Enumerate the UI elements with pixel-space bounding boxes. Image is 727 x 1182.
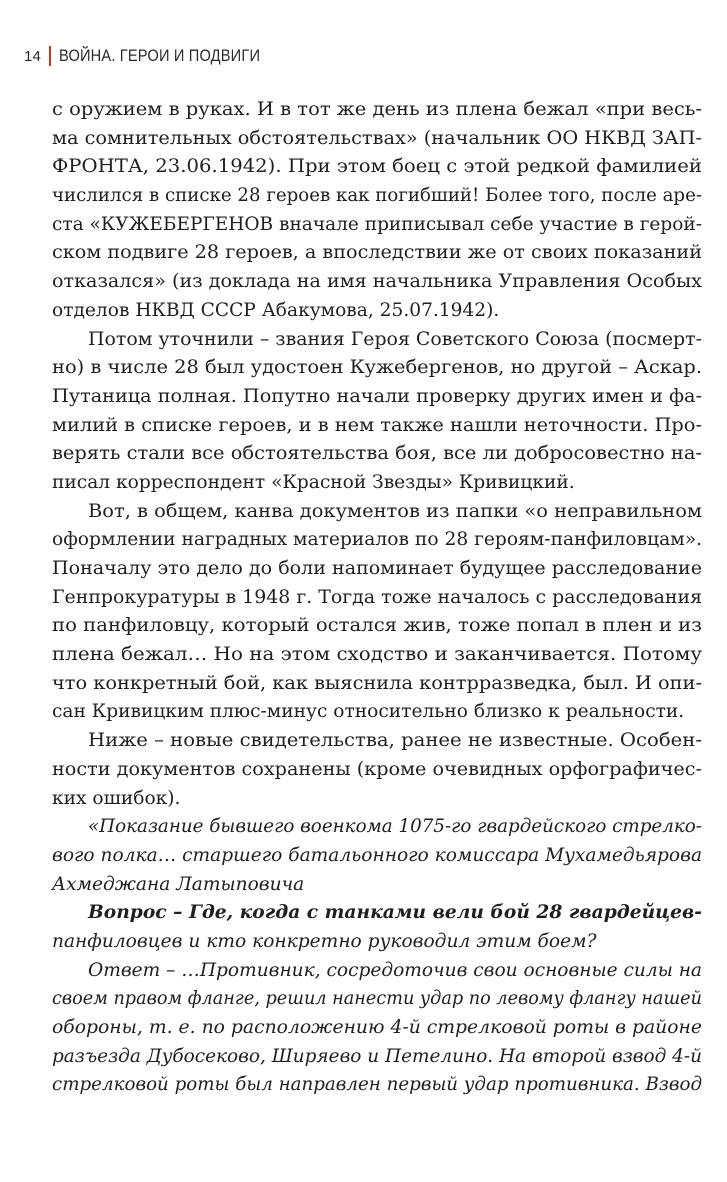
text-line: Вот, в общем, канва документов из папки «о неправильном — [88, 500, 703, 522]
answer-line: стрелковой роты был направлен первый удар противника. Взвод — [52, 1074, 703, 1096]
text-line: Поначалу это дело до боли напоминает будущее расследование — [52, 558, 703, 579]
running-title: ВОЙНА. ГЕРОИ И ПОДВИГИ — [59, 46, 261, 65]
text-line: верять стали все обстоятельства боя, все ли добросовестно на- — [52, 443, 702, 465]
text-line: ких ошибок). — [52, 787, 181, 809]
answer-line: Ответ – …Противник, сосредоточив свои основные силы на — [88, 959, 703, 981]
text-line: с оружием в руках. И в тот же день из плена бежал «при весь- — [52, 99, 702, 120]
text-line: отказался» (из доклада на имя начальника Управления Особых — [52, 271, 702, 293]
text-line: милий в списке героев, и в нем также нашли неточности. Про- — [52, 414, 703, 436]
text-line: ности документов сохранены (кроме очевидных орфографичес- — [52, 758, 703, 780]
quote-line: «Показание бывшего военкома 1075-го гвардейского стрелко- — [88, 816, 702, 838]
quote-line: Ахмеджана Латыповича — [52, 873, 305, 895]
answer-line: разъезда Дубосеково, Ширяево и Петелино. На второй взвод 4-й — [52, 1045, 703, 1067]
text-line: ста «КУЖЕБЕРГЕНОВ вначале приписывал себе участие в герой- — [52, 213, 702, 235]
text-line: сан Кривицким плюс-минус относительно близко к реальности. — [52, 701, 685, 723]
text-line: Потом уточнили – звания Героя Советского Союза (посмерт- — [88, 328, 703, 350]
question-line: Вопрос – Где, когда с танками вели бой 28 гвардейцев- — [88, 902, 703, 924]
text-line: отделов НКВД СССР Абакумова, 25.07.1942). — [52, 299, 500, 321]
text-line: оформлении наградных материалов по 28 героям-панфиловцам». — [52, 529, 703, 551]
page-number: 14 — [24, 47, 42, 65]
header-divider — [49, 46, 51, 66]
text-line: Генпрокуратуры в 1948 г. Тогда тоже началось с расследования — [52, 586, 703, 608]
quote-line: вого полка… старшего батальонного комиссара Мухамедьярова — [52, 844, 703, 866]
answer-line: обороны, т. е. по расположению 4-й стрелковой роты в районе — [52, 1017, 702, 1038]
text-line: Ниже – новые свидетельства, ранее не известные. Особен- — [88, 730, 702, 752]
text-line: ма сомнительных обстоятельствах» (начальник ОО НКВД ЗАП- — [52, 127, 702, 149]
answer-line: своем правом фланге, решил нанести удар по левому флангу нашей — [52, 988, 702, 1010]
text-line: что конкретный бой, как выяснила контрразведка, был. И опи- — [52, 672, 702, 694]
text-line: ском подвиге 28 героев, а впоследствии же от своих показаний — [52, 242, 703, 264]
text-line: числился в списке 28 героев как погибший! Более того, после аре- — [52, 185, 702, 207]
text-line: но) в числе 28 был удостоен Кужебергенов, но другой – Аскар. — [52, 357, 703, 379]
running-header — [24, 44, 293, 68]
text-line: по панфиловцу, который остался жив, тоже попал в плен и из — [52, 615, 702, 637]
body-text — [52, 96, 702, 1100]
text-line: плена бежал… Но на этом сходство и заканчивается. Потому — [52, 644, 703, 666]
question-line: панфиловцев и кто конкретно руководил этим боем? — [52, 930, 597, 952]
text-line: ФРОНТА, 23.06.1942). При этом боец с этой редкой фамилией — [52, 156, 702, 178]
text-line: писал корреспондент «Красной Звезды» Кривицкий. — [52, 471, 575, 493]
text-line: Путаница полная. Попутно начали проверку других имен и фа- — [52, 385, 703, 407]
